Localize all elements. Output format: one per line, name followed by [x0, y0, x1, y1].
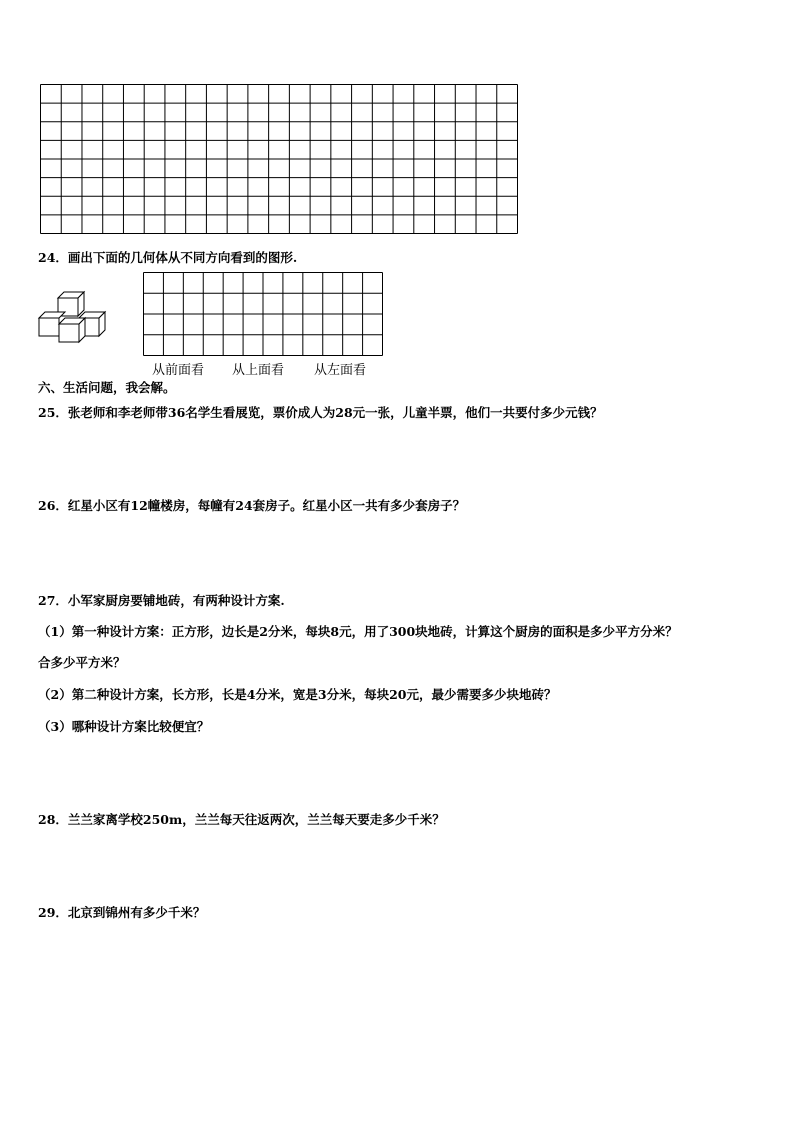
question-27-part-2: （2）第二种设计方案，长方形，长是4分米，宽是3分米，每块20元，最少需要多少块地砖？: [38, 687, 557, 702]
drawing-grid-top[interactable]: [40, 84, 518, 234]
cube-solid-figure: [37, 290, 109, 348]
question-28: 28．兰兰家离学校250m，兰兰每天往返两次，兰兰每天要走多少千米？: [38, 812, 445, 827]
question-27-part-1-line-2: 合多少平方米？: [38, 655, 126, 670]
question-27-part-1-line-1: （1）第一种设计方案：正方形，边长是2分米，每块8元，用了300块地砖，计算这个厨房的面积是多少平方分米？: [38, 624, 678, 639]
question-29: 29．北京到锦州有多少千米？: [38, 905, 206, 920]
question-25: 25．张老师和李老师带36名学生看展览，票价成人为28元一张，儿童半票，他们一共要付多少元钱？: [38, 405, 603, 420]
section-6-title: 六、生活问题，我会解。: [38, 380, 176, 395]
question-27: 27．小军家厨房要铺地砖，有两种设计方案.: [38, 593, 285, 608]
view-label-top: 从上面看: [232, 363, 285, 378]
question-24: 24．画出下面的几何体从不同方向看到的图形.: [38, 250, 298, 265]
views-drawing-grid[interactable]: [143, 272, 383, 356]
view-label-left: 从左面看: [314, 363, 367, 378]
question-26: 26．红星小区有12幢楼房，每幢有24套房子。红星小区一共有多少套房子？: [38, 498, 466, 513]
view-label-front: 从前面看: [152, 363, 205, 378]
question-27-part-3: （3）哪种设计方案比较便宜？: [38, 719, 210, 734]
